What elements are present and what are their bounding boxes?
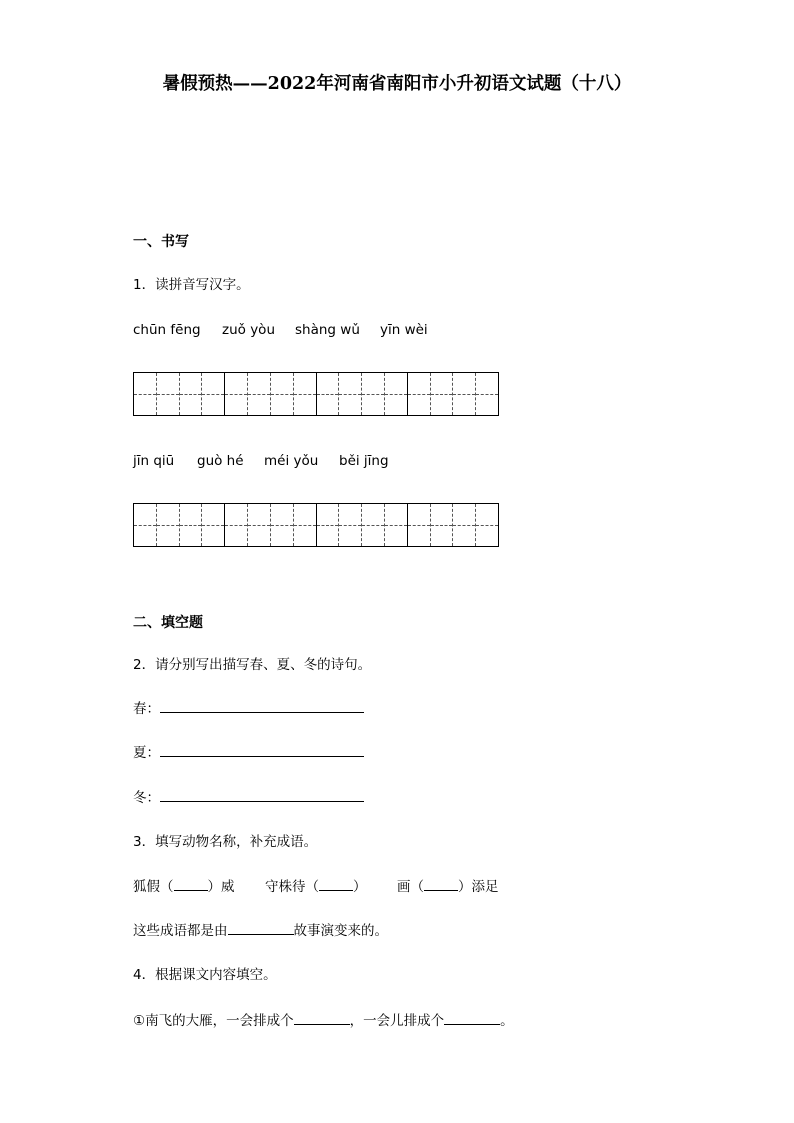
pinyin-zuo-you: zuǒ yòu <box>222 322 275 338</box>
idiom-2-prefix: 守株待（ <box>265 879 319 895</box>
question-1-prompt: 1．读拼音写汉字。 <box>133 277 250 293</box>
grid-cell[interactable] <box>385 504 407 546</box>
idiom-2-blank[interactable] <box>319 876 353 891</box>
grid-cell[interactable] <box>225 504 248 546</box>
grid-cell[interactable] <box>317 504 340 546</box>
q4-item1-part-a: ①南飞的大雁，一会排成个 <box>133 1013 294 1029</box>
spring-label: 春： <box>133 701 160 717</box>
grid-cell[interactable] <box>134 373 157 415</box>
writing-grid-row-1[interactable] <box>133 372 499 416</box>
grid-cell[interactable] <box>453 504 476 546</box>
pinyin-yin-wei: yīn wèi <box>380 322 428 338</box>
grid-cell[interactable] <box>225 373 248 415</box>
idiom-origin-prefix: 这些成语都是由 <box>133 923 228 939</box>
grid-cell[interactable] <box>339 373 362 415</box>
idiom-3-prefix: 画（ <box>397 879 424 895</box>
pinyin-chun-feng: chūn fēng <box>133 322 201 338</box>
grid-cell[interactable] <box>317 373 340 415</box>
q4-item1-blank-1[interactable] <box>294 1010 350 1025</box>
grid-cell[interactable] <box>180 373 203 415</box>
pinyin-bei-jing: běi jīng <box>339 453 389 469</box>
idiom-origin-row <box>133 919 388 939</box>
winter-label: 冬： <box>133 790 160 806</box>
grid-cell[interactable] <box>157 373 180 415</box>
grid-cell[interactable] <box>385 373 407 415</box>
section-heading-writing: 一、书写 <box>133 234 189 250</box>
grid-group <box>408 373 498 415</box>
grid-group <box>317 504 408 546</box>
idiom-2 <box>265 875 367 895</box>
grid-group <box>225 373 316 415</box>
grid-cell[interactable] <box>202 373 224 415</box>
grid-cell[interactable] <box>248 504 271 546</box>
idiom-1-blank[interactable] <box>174 876 208 891</box>
winter-answer-line[interactable] <box>160 787 364 802</box>
question-3-prompt: 3．填写动物名称，补充成语。 <box>133 834 318 850</box>
spring-poem-row <box>133 697 364 717</box>
grid-cell[interactable] <box>294 504 316 546</box>
grid-cell[interactable] <box>294 373 316 415</box>
summer-answer-line[interactable] <box>160 742 364 757</box>
question-4-item-1 <box>133 1009 514 1029</box>
grid-cell[interactable] <box>453 373 476 415</box>
idiom-1-suffix: ）威 <box>207 879 235 895</box>
grid-cell[interactable] <box>476 504 498 546</box>
pinyin-jin-qiu: jīn qiū <box>133 453 175 469</box>
idiom-2-suffix: ） <box>353 879 367 895</box>
grid-cell[interactable] <box>408 504 431 546</box>
question-4-prompt: 4．根据课文内容填空。 <box>133 967 277 983</box>
pinyin-shang-wu: shàng wǔ <box>295 322 360 338</box>
grid-cell[interactable] <box>157 504 180 546</box>
writing-grid-row-2[interactable] <box>133 503 499 547</box>
question-2-prompt: 2．请分别写出描写春、夏、冬的诗句。 <box>133 657 372 673</box>
idiom-1-prefix: 狐假（ <box>133 879 174 895</box>
grid-group <box>225 504 316 546</box>
winter-poem-row <box>133 786 364 806</box>
pinyin-guo-he: guò hé <box>197 453 244 469</box>
grid-cell[interactable] <box>134 504 157 546</box>
summer-poem-row <box>133 741 364 761</box>
summer-label: 夏： <box>133 745 160 761</box>
grid-cell[interactable] <box>202 504 224 546</box>
grid-cell[interactable] <box>431 373 454 415</box>
spring-answer-line[interactable] <box>160 698 364 713</box>
grid-cell[interactable] <box>408 373 431 415</box>
grid-cell[interactable] <box>271 504 294 546</box>
idiom-origin-blank[interactable] <box>228 920 294 935</box>
grid-cell[interactable] <box>476 373 498 415</box>
idiom-1 <box>133 875 235 895</box>
q4-item1-blank-2[interactable] <box>444 1010 500 1025</box>
page-title: 暑假预热——2022年河南省南阳市小升初语文试题（十八） <box>162 74 632 94</box>
section-heading-fill-blank: 二、填空题 <box>133 615 203 631</box>
grid-group <box>134 373 225 415</box>
grid-cell[interactable] <box>431 504 454 546</box>
grid-group <box>317 373 408 415</box>
idiom-3 <box>397 875 499 895</box>
idiom-origin-suffix: 故事演变来的。 <box>293 923 388 939</box>
grid-group <box>408 504 498 546</box>
grid-cell[interactable] <box>362 373 385 415</box>
grid-cell[interactable] <box>339 504 362 546</box>
grid-group <box>134 504 225 546</box>
grid-cell[interactable] <box>180 504 203 546</box>
grid-cell[interactable] <box>271 373 294 415</box>
idiom-3-blank[interactable] <box>424 876 458 891</box>
q4-item1-part-b: ，一会儿排成个 <box>349 1013 445 1029</box>
grid-cell[interactable] <box>248 373 271 415</box>
idiom-3-suffix: ）添足 <box>458 879 499 895</box>
q4-item1-part-c: 。 <box>500 1013 514 1029</box>
pinyin-mei-you: méi yǒu <box>264 453 319 469</box>
grid-cell[interactable] <box>362 504 385 546</box>
